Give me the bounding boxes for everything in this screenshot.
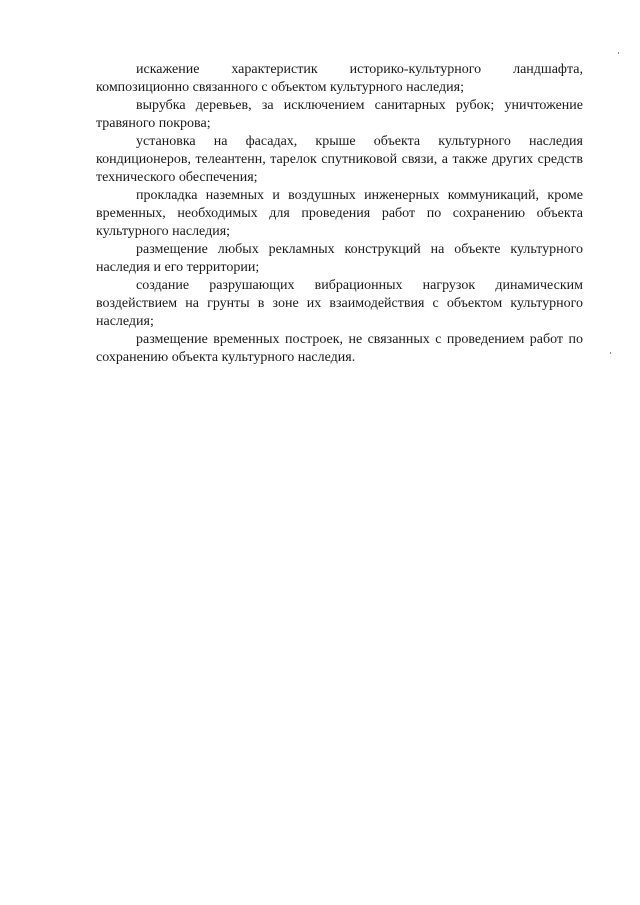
restrictions-list (96, 61, 583, 367)
clause-temporary-buildings: размещение временных построек, не связанных с проведением работ по сохранению объекта культурного наследия. (96, 332, 583, 365)
scan-speck (618, 52, 619, 54)
clause-advertising: размещение любых рекламных конструкций на объекте культурного наследия и его территории; (96, 242, 583, 275)
clause-tree-felling: вырубка деревьев, за исключением санитарных рубок; уничтожение травяного покрова; (96, 98, 583, 131)
clause-utility-lines: прокладка наземных и воздушных инженерных коммуникаций, кроме временных, необходимых для проведения работ по сохранению объекта культурного наследия; (96, 188, 583, 239)
clause-landscape-distortion: искажение характеристик историко-культурного ландшафта, композиционно связанного с объектом культурного наследия; (96, 62, 583, 95)
clause-vibration-loads: создание разрушающих вибрационных нагрузок динамическим воздействием на грунты в зоне их взаимодействия с объектом культурного наследия; (96, 278, 583, 329)
clause-facade-equipment: установка на фасадах, крыше объекта культурного наследия кондиционеров, телеантенн, тарелок спутниковой связи, а также других средств технического обеспечения; (96, 134, 583, 185)
scan-speck (610, 352, 611, 354)
